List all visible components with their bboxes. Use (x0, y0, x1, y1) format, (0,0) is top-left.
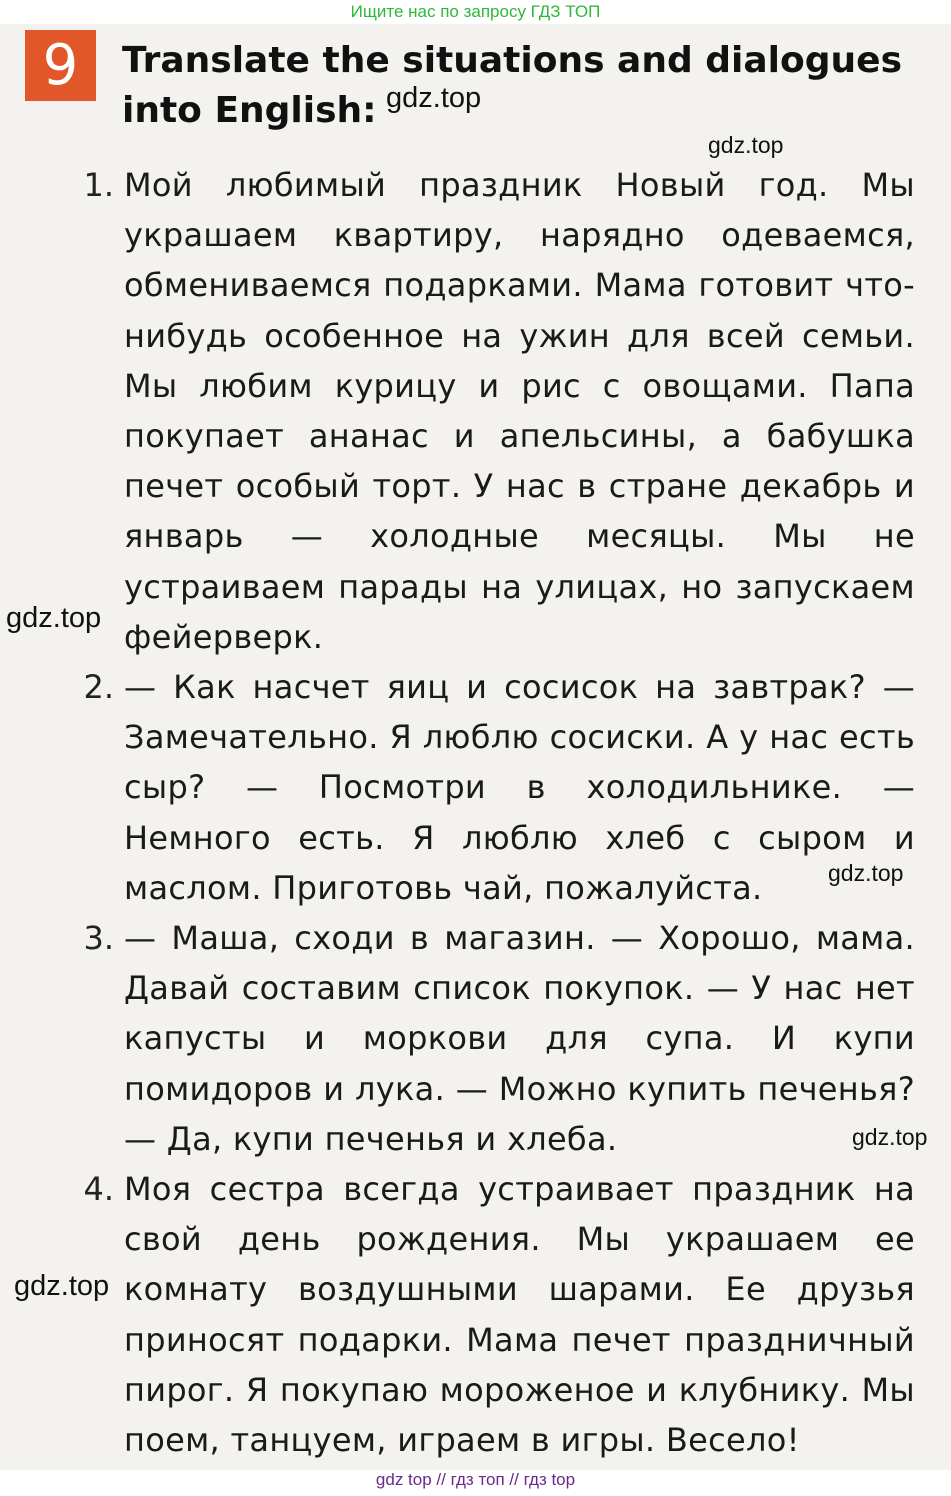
item-text: Моя сестра всегда устраивает праздник на свой день рождения. Мы украшаем ее комнату воздушными шарами. Ее друзья приносят подарки. Мама печет праздничный пирог. Я покупаю мороженое и клубнику. Мы поем, танцуем, играем в игры. Весело! (124, 1170, 915, 1460)
item-number: 2. (83, 668, 114, 707)
exercise-items (70, 160, 915, 1465)
watermark: gdz.top (828, 860, 904, 886)
watermark: gdz.top (14, 1270, 110, 1302)
watermark: gdz.top (6, 602, 102, 634)
watermark: gdz.top (386, 82, 482, 114)
item-text: — Маша, сходи в магазин. — Хорошо, мама. Давай составим список покупок. — У нас нет капусты и моркови для супа. И купи помидоров и лука. — Можно купить печенья? — Да, купи печенья и хлеба. (124, 919, 915, 1158)
item-number: 3. (83, 919, 114, 958)
exercise-item (70, 662, 915, 913)
item-number: 4. (83, 1170, 114, 1209)
top-banner[interactable]: Ищите нас по запросу ГДЗ ТОП (350, 2, 601, 21)
item-number: 1. (83, 166, 114, 204)
watermark: gdz.top (852, 1124, 928, 1150)
watermark: gdz.top (708, 132, 784, 158)
exercise-number-badge: 9 (25, 30, 96, 101)
exercise-item (70, 1164, 915, 1465)
bottom-banner[interactable]: gdz top // гдз топ // гдз top (375, 1470, 576, 1489)
exercise-title: Translate the situations and dialogues into English: (122, 40, 902, 131)
item-text: — Как насчет яиц и сосисок на завтрак? — Замечательно. Я люблю сосиски. А у нас есть сыр? — Посмотри в холодильнике. — Немного есть. Я люблю хлеб с сыром и маслом. Приготовь чай, пожалуйста. (124, 668, 915, 907)
exercise-item (70, 913, 915, 1164)
item-text: Мой любимый праздник Новый год. Мы украшаем квартиру, нарядно одеваемся, обмениваемся подарками. Мама готовит что-нибудь особенное на ужин для всей семьи. Мы любим курицу и рис с овощами. Папа покупает ананас и апельсины, а бабушка печет особый торт. У нас в стране декабрь и январь — холодные месяцы. Мы не устраиваем парады на улицах, но запускаем фейерверк. (124, 166, 915, 656)
exercise-item (70, 160, 915, 662)
